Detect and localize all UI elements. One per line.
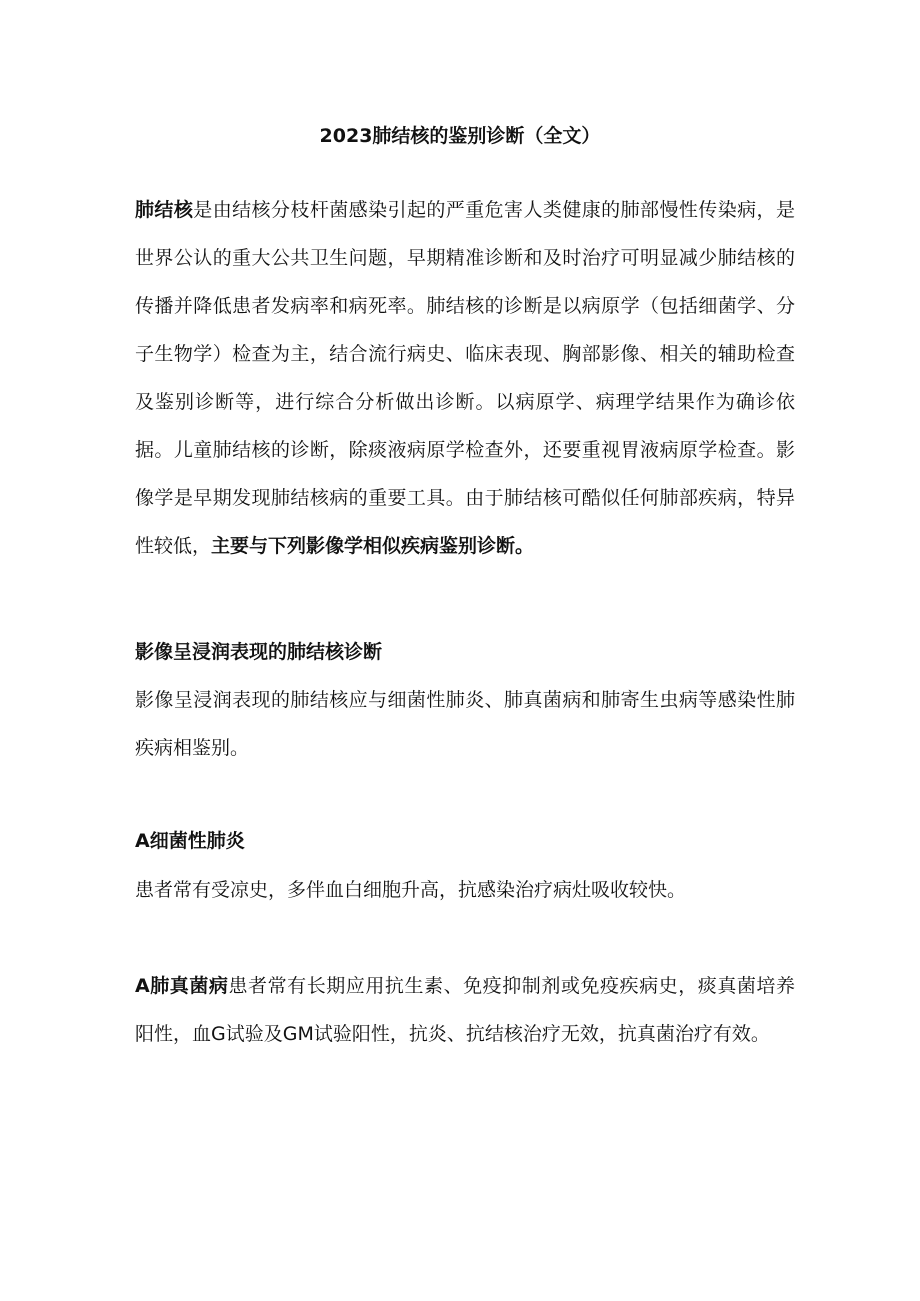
fungal-lead-bold: A肺真菌病: [135, 975, 229, 997]
section-heading-bacterial-pneumonia: A细菌性肺炎: [135, 830, 245, 852]
section-paragraph-fungal: [135, 962, 795, 1058]
section-body-infiltrative: 影像呈浸润表现的肺结核应与细菌性肺炎、肺真菌病和肺寄生虫病等感染性肺疾病相鉴别。: [135, 689, 795, 759]
document-title: 2023肺结核的鉴别诊断（全文）: [319, 125, 601, 147]
intro-body: 是由结核分枝杆菌感染引起的严重危害人类健康的肺部慢性传染病，是世界公认的重大公共卫生问题，早期精准诊断和及时治疗可明显减少肺结核的传播并降低患者发病率和病死率。肺结核的诊断是以病原学（包括细菌学、分子生物学）检查为主，结合流行病史、临床表现、胸部影像、相关的辅助检查及鉴别诊断等，进行综合分析做出诊断。以病原学、病理学结果作为确诊依据。儿童肺结核的诊断，除痰液病原学检查外，还要重视胃液病原学检查。影像学是早期发现肺结核病的重要工具。由于肺结核可酷似任何肺部疾病，特异性较低，: [135, 199, 795, 557]
intro-tail-bold: 主要与下列影像学相似疾病鉴别诊断。: [211, 535, 535, 557]
section-heading-infiltrative: 影像呈浸润表现的肺结核诊断: [135, 641, 383, 663]
section-body-bacterial-pneumonia: 患者常有受凉史，多伴血白细胞升高，抗感染治疗病灶吸收较快。: [135, 879, 687, 901]
intro-paragraph: [135, 186, 795, 570]
fungal-body: 患者常有长期应用抗生素、免疫抑制剂或免疫疾病史，痰真菌培养阳性，血G试验及GM试验阳性，抗炎、抗结核治疗无效，抗真菌治疗有效。: [135, 975, 795, 1045]
intro-lead-bold: 肺结核: [135, 199, 194, 221]
